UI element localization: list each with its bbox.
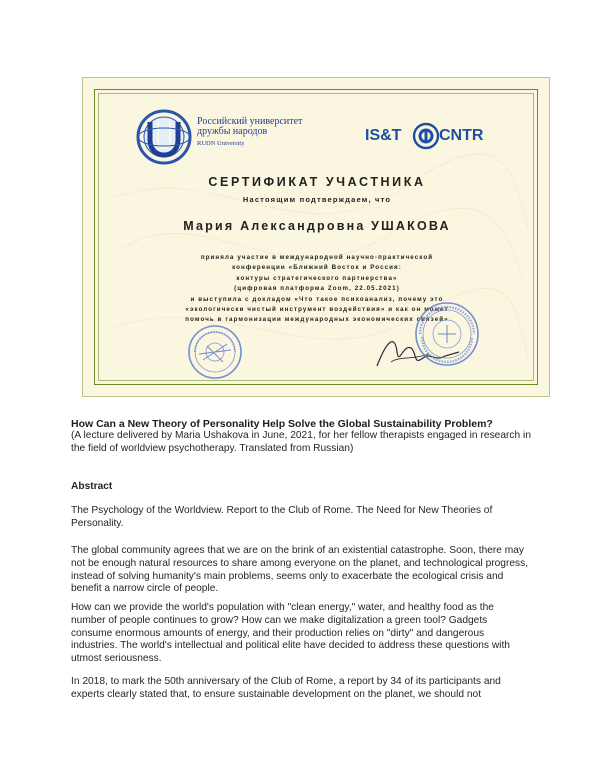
stamp-seal-icon bbox=[414, 301, 480, 367]
paragraph: The Psychology of the Worldview. Report to the Club of Rome. The Need for New Theories of Personality. bbox=[71, 505, 493, 529]
certificate-body-line: «экологически чистый инструмент воздействия» и как он может bbox=[185, 306, 449, 313]
rudn-globe-logo bbox=[135, 108, 193, 166]
partner-logo bbox=[365, 123, 505, 149]
university-subtitle: RUDN University bbox=[197, 140, 245, 147]
partner-right-label: CNTR bbox=[439, 127, 484, 144]
paragraph: How can we provide the world's population with "clean energy," water, and healthy food as the number of people continues to grow? How can we make digitalization a green tool? Gadgets consume enormous amounts of energy, and their production relies on "dirty" and dangerous industries. The world's intellectual and political elite have decided to address these questions with utmost seriousness. bbox=[71, 602, 510, 665]
certificate-body-line: и выступила с докладом «Что такое психоанализ, почему это bbox=[190, 296, 444, 303]
participant-name: Мария Александровна УШАКОВА bbox=[183, 219, 451, 233]
lecture-note: (A lecture delivered by Maria Ushakova in June, 2021, for her fellow therapists engaged in research in the field of worldview psychotherapy. Translated from Russian) bbox=[71, 430, 531, 454]
certificate-title: СЕРТИФИКАТ УЧАСТНИКА bbox=[208, 175, 426, 189]
certificate-confirmation: Настоящим подтверждаем, что bbox=[242, 195, 392, 204]
certificate-body-line: конференции «Ближний Восток и Россия: bbox=[232, 264, 402, 271]
partner-left-label: IS&T bbox=[365, 127, 402, 144]
certificate-image bbox=[82, 77, 550, 397]
certificate-body-line: контуры стратегического партнерства» bbox=[236, 275, 398, 282]
university-name: Российский университет дружбы народов bbox=[197, 116, 303, 137]
rudn-wordmark bbox=[197, 117, 337, 147]
stamp-seal-icon bbox=[187, 324, 243, 380]
abstract-heading: Abstract bbox=[71, 481, 113, 492]
certificate-body-line: (цифровая платформа Zoom, 22.05.2021) bbox=[234, 285, 400, 292]
certificate-body-line: приняла участие в международной научно-практической bbox=[200, 254, 434, 261]
certificate-body-line: помочь в гармонизации международных экономических связей» bbox=[185, 316, 449, 323]
paragraph: In 2018, to mark the 50th anniversary of the Club of Rome, a report by 34 of its participants and experts clearly stated that, to ensure sustainable development on the planet, we should not bbox=[71, 676, 501, 700]
partner-emblem-icon bbox=[412, 121, 440, 151]
paragraph: The global community agrees that we are on the brink of an existential catastrophe. Soon, there may not be enough natural resources to share among everyone on the planet, and technological progress, instead of solving humanity's main problems, seems only to exacerbate the ecological crisis and benefit a narrow circle of people. bbox=[71, 545, 529, 595]
article-title: How Can a New Theory of Personality Help Solve the Global Sustainability Problem? bbox=[71, 418, 493, 430]
